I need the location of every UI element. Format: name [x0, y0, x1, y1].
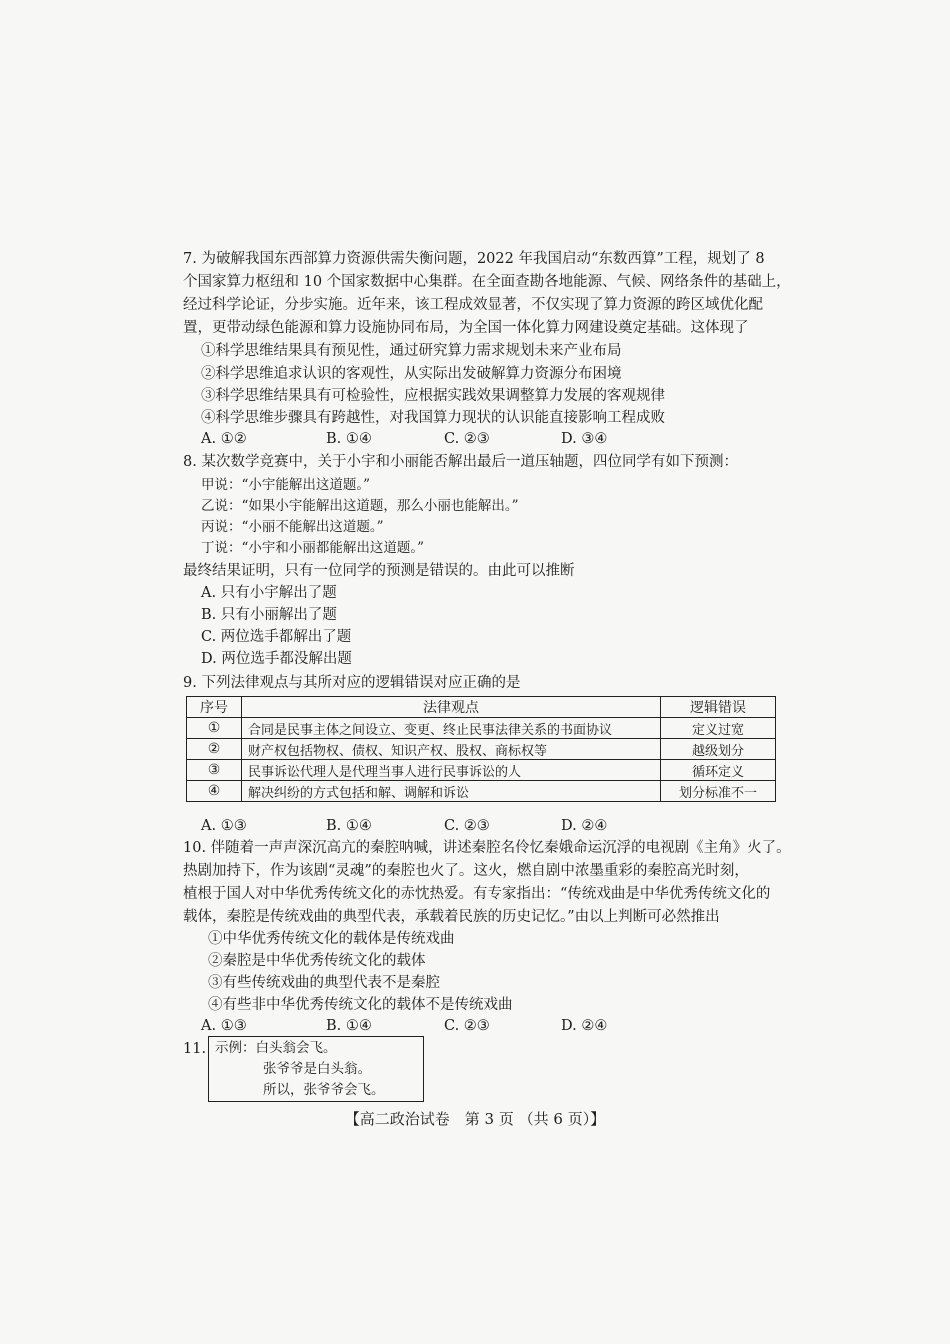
q7-option-c: C. ②③	[444, 431, 490, 447]
q10-stem-line-4: 载体，秦腔是传统戏曲的典型代表，承载着民族的历史记忆。”由以上判断可必然推出	[183, 909, 720, 925]
q7-stem-line-3: 经过科学论证，分步实施。近年来，该工程成效显著，不仅实现了算力资源的跨区域优化配	[183, 297, 763, 313]
q8-option-c: C. 两位选手都解出了题	[201, 629, 352, 645]
q7-item-3: ③科学思维结果具有可检验性，应根据实践效果调整算力发展的客观规律	[201, 388, 665, 404]
q10-item-3: ③有些传统戏曲的典型代表不是秦腔	[208, 975, 440, 991]
q11-example-box	[208, 1036, 424, 1102]
table-row	[187, 760, 776, 781]
q9-option-b: B. ①④	[326, 818, 372, 834]
q11-example-line-1: 示例：白头翁会飞。	[215, 1040, 337, 1056]
row-viewpoint: 民事诉讼代理人是代理当事人进行民事诉讼的人	[242, 760, 661, 781]
row-index: ①	[187, 718, 242, 739]
q10-item-1: ①中华优秀传统文化的载体是传统戏曲	[208, 931, 455, 947]
q10-stem-line-3: 植根于国人对中华优秀传统文化的赤忱热爱。有专家指出：“传统戏曲是中华优秀传统文化的	[183, 886, 771, 902]
q9-header-index: 序号	[187, 697, 242, 718]
table-row	[187, 718, 776, 739]
q9-options	[201, 816, 607, 836]
row-viewpoint: 财产权包括物权、债权、知识产权、股权、商标权等	[242, 739, 661, 760]
q11-example-line-3: 所以，张爷爷会飞。	[263, 1082, 385, 1098]
row-error: 循环定义	[661, 760, 776, 781]
q7-options	[201, 429, 607, 449]
q8-quote-bing: 丙说：“小丽不能解出这道题。”	[201, 519, 384, 535]
q9-stem: 9. 下列法律观点与其所对应的逻辑错误对应正确的是	[183, 675, 521, 691]
table-row	[187, 739, 776, 760]
q8-quote-ding: 丁说：“小宇和小丽都能解出这道题。”	[201, 540, 425, 556]
q10-option-d: D. ②④	[561, 1018, 608, 1034]
q10-stem-line-2: 热剧加持下，作为该剧“灵魂”的秦腔也火了。这火，燃自剧中浓墨重彩的秦腔高光时刻，	[183, 863, 749, 879]
q8-option-b: B. 只有小丽解出了题	[201, 607, 337, 623]
q11-example-line-2: 张爷爷是白头翁。	[263, 1061, 371, 1077]
page-footer: 【高二政治试卷 第 3 页 （共 6 页）】	[344, 1110, 606, 1128]
q9-header-viewpoint: 法律观点	[242, 697, 661, 718]
q7-option-b: B. ①④	[326, 431, 372, 447]
q10-option-b: B. ①④	[326, 1018, 372, 1034]
q7-item-2: ②科学思维追求认识的客观性，从实际出发破解算力资源分布困境	[201, 366, 622, 382]
q8-option-d: D. 两位选手都没解出题	[201, 651, 352, 667]
q7-item-1: ①科学思维结果具有预见性，通过研究算力需求规划未来产业布局	[201, 343, 622, 359]
q9-table-header	[187, 697, 776, 718]
q9-option-d: D. ②④	[561, 818, 608, 834]
q8-conclusion: 最终结果证明，只有一位同学的预测是错误的。由此可以推断	[183, 563, 575, 579]
q10-option-c: C. ②③	[444, 1018, 490, 1034]
q8-quote-yi: 乙说：“如果小宇能解出这道题，那么小丽也能解出。”	[201, 498, 519, 514]
q10-item-4: ④有些非中华优秀传统文化的载体不是传统戏曲	[208, 997, 513, 1013]
row-index: ④	[187, 781, 242, 802]
q8-stem: 8. 某次数学竞赛中，关于小宇和小丽能否解出最后一道压轴题，四位同学有如下预测：	[183, 454, 738, 470]
q7-item-4: ④科学思维步骤具有跨越性，对我国算力现状的认识能直接影响工程成败	[201, 410, 665, 426]
row-error: 定义过宽	[661, 718, 776, 739]
q10-options	[201, 1016, 607, 1036]
table-row	[187, 781, 776, 802]
q10-item-2: ②秦腔是中华优秀传统文化的载体	[208, 953, 426, 969]
row-error: 越级划分	[661, 739, 776, 760]
q9-table	[186, 696, 776, 802]
q11-number: 11.	[183, 1041, 207, 1057]
q8-option-a: A. 只有小宇解出了题	[201, 585, 337, 601]
q10-stem-line-1: 10. 伴随着一声声深沉高亢的秦腔呐喊，讲述秦腔名伶忆秦娥命运沉浮的电视剧《主角》火了。	[183, 840, 791, 856]
row-viewpoint: 合同是民事主体之间设立、变更、终止民事法律关系的书面协议	[242, 718, 661, 739]
q7-option-d: D. ③④	[561, 431, 608, 447]
q10-option-a: A. ①③	[201, 1018, 247, 1034]
q7-option-a: A. ①②	[201, 431, 247, 447]
q9-header-error: 逻辑错误	[661, 697, 776, 718]
row-viewpoint: 解决纠纷的方式包括和解、调解和诉讼	[242, 781, 661, 802]
q9-option-c: C. ②③	[444, 818, 490, 834]
row-index: ②	[187, 739, 242, 760]
q7-stem-line-2: 个国家算力枢纽和 10 个国家数据中心集群。在全面查勘各地能源、气候、网络条件的基础上，	[183, 274, 791, 290]
q7-stem-line-4: 置，更带动绿色能源和算力设施协同布局，为全国一体化算力网建设奠定基础。这体现了	[183, 320, 749, 336]
row-index: ③	[187, 760, 242, 781]
q7-stem-line-1: 7. 为破解我国东西部算力资源供需失衡问题，2022 年我国启动“东数西算”工程，规划了 8	[183, 251, 765, 267]
q8-quote-jia: 甲说：“小宇能解出这道题。”	[201, 477, 371, 493]
row-error: 划分标准不一	[661, 781, 776, 802]
q9-option-a: A. ①③	[201, 818, 247, 834]
